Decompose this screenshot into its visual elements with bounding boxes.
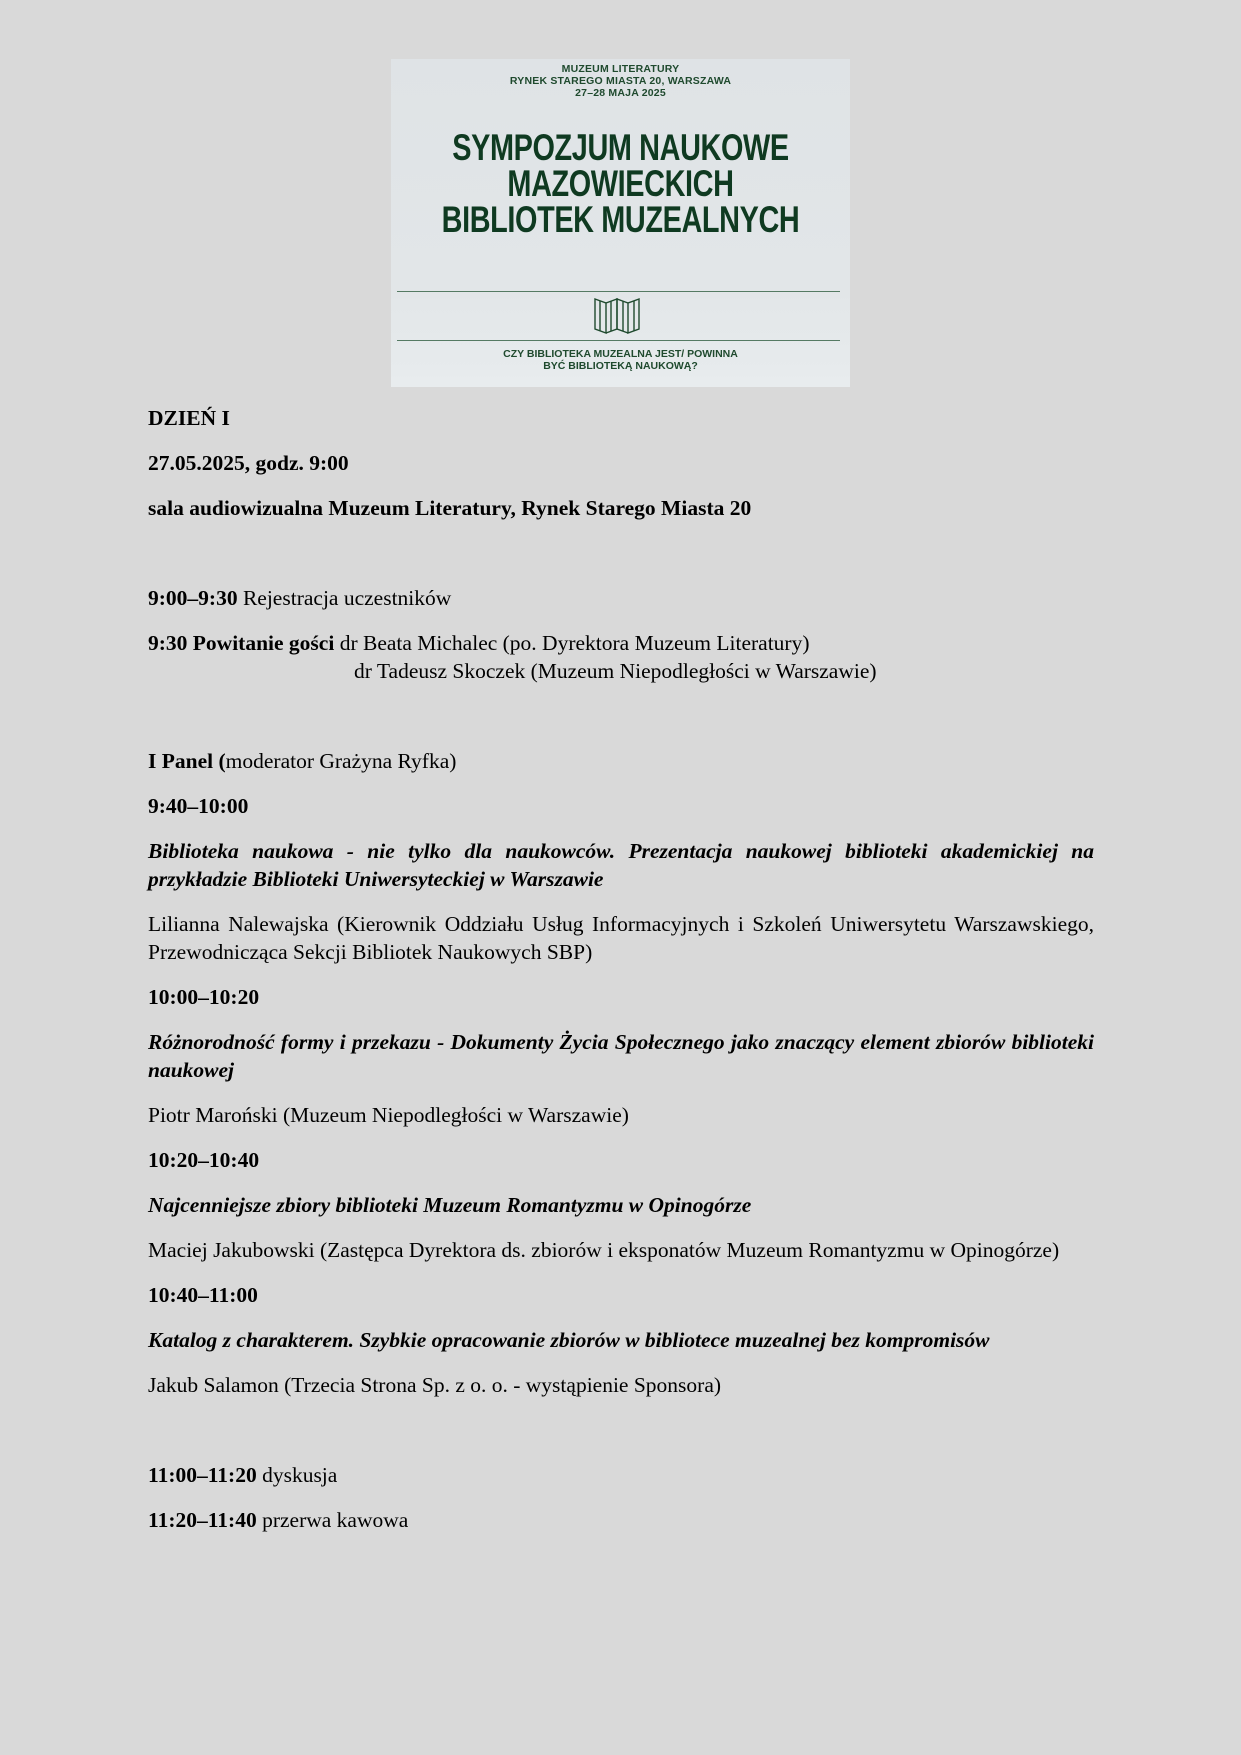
program-content (148, 404, 1094, 1534)
schedule-time: 11:20–11:40 (148, 1508, 257, 1532)
poster-question-line: BYĆ BIBLIOTEKĄ NAUKOWĄ? (543, 360, 698, 372)
talk-time: 10:00–10:20 (148, 985, 260, 1009)
welcome-speaker: dr Tadeusz Skoczek (Muzeum Niepodległości w Warszawie) (354, 659, 877, 683)
talk-title: Biblioteka naukowa - nie tylko dla naukowców. Prezentacja naukowej biblioteki akademickiej na przykładzie Biblioteki Uniwersyteckiej w Warszawie (148, 839, 1094, 891)
talk-speaker: Jakub Salamon (Trzecia Strona Sp. z o. o. - wystąpienie Sponsora) (148, 1373, 722, 1397)
schedule-time: 11:00–11:20 (148, 1463, 257, 1487)
poster-title-line: MAZOWIECKICH (507, 163, 734, 204)
schedule-item (148, 1506, 1094, 1534)
poster-divider (397, 291, 840, 292)
poster-title-line: BIBLIOTEK MUZEALNYCH (441, 199, 800, 240)
schedule-text: dyskusja (256, 1463, 338, 1487)
poster-divider (397, 340, 840, 341)
schedule-item (148, 1461, 1094, 1489)
event-poster (391, 59, 850, 387)
poster-header-line: MUZEUM LITERATURY (561, 63, 680, 75)
welcome-item (148, 629, 1094, 657)
talk-time: 10:40–11:00 (148, 1283, 258, 1307)
welcome-time: 9:30 Powitanie gości (148, 631, 335, 655)
poster-question (391, 348, 850, 372)
schedule-text: przerwa kawowa (256, 1508, 409, 1532)
day-datetime: 27.05.2025, godz. 9:00 (148, 451, 349, 475)
panel-moderator: moderator Grażyna Ryfka) (225, 749, 457, 773)
registration-time: 9:00–9:30 (148, 586, 238, 610)
day-title: DZIEŃ I (148, 406, 230, 430)
poster-question-line: CZY BIBLIOTEKA MUZEALNA JEST/ POWINNA (503, 348, 738, 360)
poster-title (441, 127, 800, 240)
talk-time: 9:40–10:00 (148, 794, 249, 818)
talk-title: Najcenniejsze zbiory biblioteki Muzeum Romantyzmu w Opinogórze (148, 1193, 752, 1217)
registration-item (148, 584, 1094, 612)
registration-text: Rejestracja uczestników (237, 586, 452, 610)
talk-title: Katalog z charakterem. Szybkie opracowanie zbiorów w bibliotece muzealnej bez kompromisów (148, 1328, 990, 1352)
welcome-speaker: dr Beata Michalec (po. Dyrektora Muzeum Literatury) (334, 631, 810, 655)
poster-title-line: SYMPOZJUM NAUKOWE (452, 127, 789, 168)
talk-title: Różnorodność formy i przekazu - Dokumenty Życia Społecznego jako znaczący element zbiorów biblioteki naukowej (148, 1030, 1094, 1082)
poster-header-line: 27–28 MAJA 2025 (575, 87, 666, 99)
poster-header (391, 63, 850, 99)
panel-heading (148, 747, 1094, 775)
talk-speaker: Piotr Maroński (Muzeum Niepodległości w Warszawie) (148, 1103, 629, 1127)
panel-title: I Panel ( (148, 749, 226, 773)
talk-speaker: Lilianna Nalewajska (Kierownik Oddziału Usług Informacyjnych i Szkoleń Uniwersytetu Warszawskiego, Przewodnicząca Sekcji Bibliotek Naukowych SBP) (148, 912, 1094, 964)
day-venue: sala audiowizualna Muzeum Literatury, Rynek Starego Miasta 20 (148, 496, 752, 520)
poster-header-line: RYNEK STAREGO MIASTA 20, WARSZAWA (509, 75, 732, 87)
talk-time: 10:20–10:40 (148, 1148, 260, 1172)
open-book-icon (594, 297, 640, 335)
talk-speaker: Maciej Jakubowski (Zastępca Dyrektora ds. zbiorów i eksponatów Muzeum Romantyzmu w Opinogórze) (148, 1238, 1060, 1262)
